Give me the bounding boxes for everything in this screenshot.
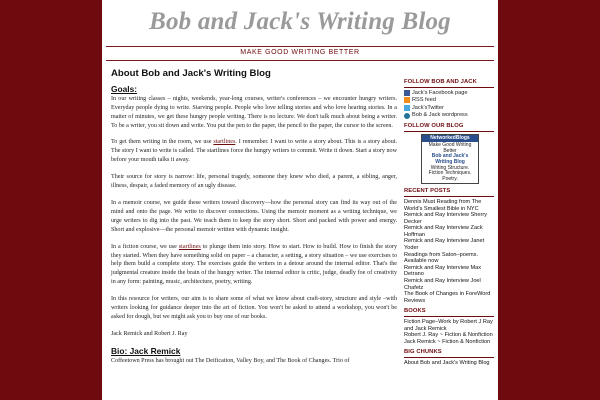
- recent-post-link[interactable]: Readings from Saton–poems. Available now: [404, 251, 479, 265]
- books-heading: BOOKS: [404, 308, 494, 317]
- paragraph-text: . I remember. I want to write a story about. This is a story about. The story I want to write is called. The startlines force the hungry writers to commit. Write it down. Start a story now before your mouth talks it away.: [111, 139, 397, 164]
- follow-link-label[interactable]: RSS feed: [412, 97, 436, 104]
- bio-heading: Bio: Jack Remick: [111, 345, 181, 356]
- goals-paragraph-3: Their source for story is narrow: life, personal tragedy, someone they knew who died, a parent, a sibling, anger, illness, despair, a faded memory of an ugly disease.: [111, 174, 397, 190]
- paragraph-text: To get them writing in the room, we use: [111, 139, 214, 146]
- recent-post-link[interactable]: Remick and Ray Interview Sherry Decker: [404, 212, 488, 225]
- recent-post-link[interactable]: Remick and Ray Interview Zack Hoffman: [404, 225, 483, 238]
- big-chunks-list: [404, 360, 494, 367]
- big-chunk-link[interactable]: About Bob and Jack's Writing Blog: [404, 359, 490, 366]
- badge-line: Make Good Writing Better: [428, 142, 472, 154]
- sidebar: [404, 79, 494, 371]
- follow-link-twitter[interactable]: [404, 105, 494, 112]
- facebook-icon: [404, 90, 410, 96]
- site-title[interactable]: Bob and Jack's Writing Blog: [149, 8, 451, 35]
- recent-post-link[interactable]: Remick and Ray Interview Max Detrano: [404, 264, 482, 278]
- recent-posts-list: [404, 199, 494, 305]
- follow-link-label[interactable]: Jack's Facebook page: [412, 89, 468, 96]
- twitter-icon: [404, 105, 410, 111]
- badge-body: [422, 142, 478, 183]
- page-title: About Bob and Jack's Writing Blog: [111, 68, 271, 79]
- goals-heading: Goals:: [111, 83, 138, 94]
- startlines-link[interactable]: startlines: [178, 243, 201, 250]
- recent-posts-heading: RECENT POSTS: [404, 188, 494, 197]
- networkedblogs-badge[interactable]: [421, 134, 479, 185]
- goals-paragraph-2: [111, 138, 397, 165]
- badge-line: Writing Structure. Fiction Techniques. Poetry.: [428, 164, 472, 182]
- follow-link-wordpress[interactable]: [404, 112, 494, 119]
- startlines-link[interactable]: startlines: [213, 139, 236, 146]
- goals-paragraph-4: In a memoir course, we guide these writers toward discovery—how the personal story can find its way out of the mind and onto the page. We write to discover connections. Using the memoir moment as a writing technique, we urge writers to dig into the past. We teach them to keep the story short. Short and packed with power and energy. Short and explosive—the personal memoir written with dynamic insight.: [111, 199, 397, 233]
- book-link[interactable]: Jack Remick ~ Fiction & Nonfiction: [404, 338, 491, 345]
- follow-link-rss[interactable]: [404, 97, 494, 104]
- paragraph-text: In a fiction course, we use: [111, 243, 179, 250]
- follow-link-label[interactable]: Bob & Jack wordpress: [412, 112, 468, 119]
- follow-heading: FOLLOW BOB AND JACK: [404, 79, 494, 88]
- books-list: [404, 319, 494, 345]
- recent-post-link[interactable]: Dennis Must Reading from The World's Smallest Bible in NYC: [404, 198, 482, 212]
- site-header: [102, 0, 498, 44]
- bio-paragraph: Coffeetown Press has brought out The Deification, Valley Boy, and The Book of Changes. Trio of: [111, 357, 350, 364]
- site-tagline: MAKE GOOD WRITING BETTER: [240, 49, 360, 56]
- recent-post-link[interactable]: The Book of Changes in ForeWord Reviews: [404, 291, 491, 304]
- goals-paragraph-5: [111, 243, 397, 288]
- book-link[interactable]: Robert J. Ray ~ Fiction & Nonfiction: [404, 332, 493, 339]
- follow-link-facebook[interactable]: [404, 90, 494, 97]
- header-divider-top: [106, 46, 494, 47]
- paragraph-text: to plunge them into story. How to start. How to build. How to finish the story they started. When they have something solid on paper – a character, a setting, a story situation – we use exercises to help them build a complete story. The exercises guide the writers in a detour around the internal editor. That's the judgmental creature inside the brain of the hungry writer. The internal editor is critic, judge, deadly foe of creativity in any form: painting, music, architecture, poetry, writing.: [111, 243, 397, 286]
- goals-paragraph-1: In our writing classes – nights, weekends, year-long courses, writer's conferences – we encounter hungry writers. Everyday people dying to write. Starving people. People who love telling stories and who love hearing stories. In a matter of minutes, we get these hungry people writing. There is no lecture. We don't talk much about being a writer. To be a writer, you sit down and write. You put the pen to the paper, the pencil to the paper, the cursor to the screen.: [111, 95, 397, 129]
- follow-link-label[interactable]: Jack'sTwitter: [412, 104, 444, 111]
- book-link[interactable]: Fiction Page–Work by Robert J Ray and Jack Remick: [404, 319, 493, 332]
- goals-paragraph-6: In this resource for writers, our aim is to share some of what we know about craft-story, structure and style –with writers looking for guidance deeper into the art of fiction. You won't be asked to attend a workshop, you won't be asked for dough, but we might ask you to buy one of our books.: [111, 296, 397, 320]
- follow-links: [404, 90, 494, 119]
- rss-icon: [404, 97, 410, 103]
- badge-header: NetworkedBlogs: [422, 135, 478, 143]
- wordpress-icon: [404, 113, 410, 119]
- follow-blog-heading: FOLLOW OUR BLOG: [404, 123, 494, 132]
- recent-post-link[interactable]: Remick and Ray Interview Joel Chafetz: [404, 278, 481, 291]
- recent-post-link[interactable]: Remick and Ray Interview Janet Yoder: [404, 238, 485, 252]
- big-chunks-heading: BIG CHUNKS: [404, 349, 494, 358]
- main-content: [111, 70, 397, 374]
- page: [102, 0, 498, 400]
- signature: Jack Remick and Robert J. Ray: [111, 330, 188, 337]
- header-divider-bottom: [106, 60, 494, 61]
- badge-blog-title: Bob and Jack's Writing Blog: [431, 153, 469, 165]
